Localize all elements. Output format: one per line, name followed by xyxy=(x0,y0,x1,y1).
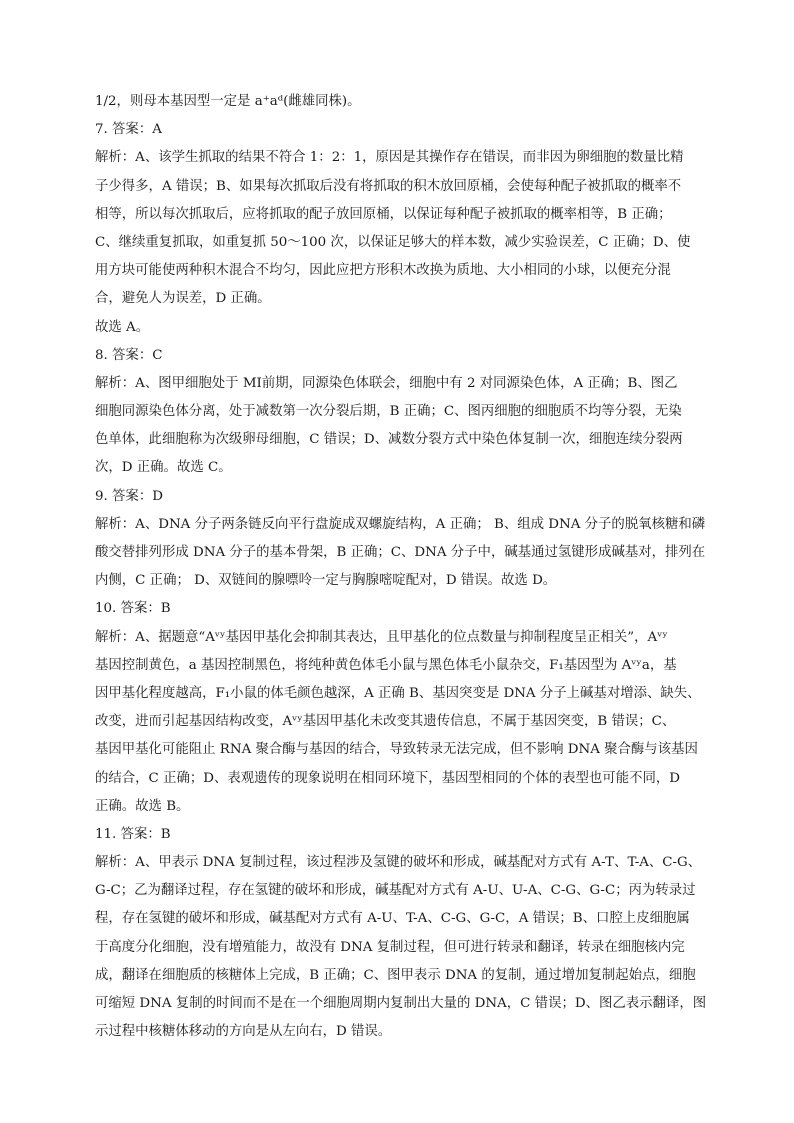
text-line: 细胞同源染色体分离，处于减数第一次分裂后期，B 正确；C、图丙细胞的细胞质不均等分裂，无染 xyxy=(95,404,682,420)
text-line: 程，存在氢键的破坏和形成，碱基配对方式有 A-U、T-A、C-G、G-C，A 错误；B、口腔上皮细胞属 xyxy=(95,911,690,927)
text-line: 解析：A、图甲细胞处于 MⅠ前期，同源染色体联会，细胞中有 2 对同源染色体，A 正确；B、图乙 xyxy=(95,375,678,391)
text-line: 色单体，此细胞称为次级卵母细胞，C 错误；D、减数分裂方式中染色体复制一次，细胞连续分裂两 xyxy=(95,432,683,448)
text-line: 用方块可能使两种积木混合不均匀，因此应把方形积木改换为质地、大小相同的小球，以便充分混 xyxy=(95,263,671,279)
text-line: 改变，进而引起基因结构改变，Aᵛʸ基因甲基化未改变其遗传信息，不属于基因突变，B 错误；C、 xyxy=(95,714,676,730)
text-line: G-C；乙为翻译过程，存在氢键的破坏和形成，碱基配对方式有 A-U、U-A、C-G、G-C；丙为转录过 xyxy=(95,883,696,899)
text-line: 10. 答案：B xyxy=(95,601,171,617)
text-line: 基因控制黄色，a 基因控制黑色，将纯种黄色体毛小鼠与黑色体毛小鼠杂交，F₁基因型为 Aᵛʸa，基 xyxy=(95,657,677,673)
text-line: 内侧，C 正确； D、双链间的腺嘌呤一定与胸腺嘧啶配对，D 错误。故选 D。 xyxy=(95,573,557,589)
text-line: 相等，所以每次抓取后，应将抓取的配子放回原桶，以保证每种配子被抓取的概率相等，B 正确； xyxy=(95,206,672,222)
text-line: 正确。故选 B。 xyxy=(95,798,190,814)
text-line: 于高度分化细胞，没有增殖能力，故没有 DNA 复制过程，但可进行转录和翻译，转录在细胞核内完 xyxy=(95,939,685,955)
text-line: 的结合，C 正确；D、表观遗传的现象说明在相同环境下，基因型相同的个体的表型也可能不同，D xyxy=(95,770,680,786)
text-line: 可缩短 DNA 复制的时间而不是在一个细胞周期内复制出大量的 DNA，C 错误；D、图乙表示翻译，图 xyxy=(95,996,707,1011)
text-line: 故选 A。 xyxy=(95,319,150,335)
text-line: 示过程中核糖体移动的方向是从左向右，D 错误。 xyxy=(95,1024,392,1040)
text-line: 解析：A、DNA 分子两条链反向平行盘旋成双螺旋结构，A 正确； B、组成 DNA 分子的脱氧核糖和磷 xyxy=(95,516,706,532)
text-line: 次，D 正确。故选 C。 xyxy=(95,460,232,476)
text-line: 酸交替排列形成 DNA 分子的基本骨架，B 正确；C、DNA 分子中，碱基通过氢键形成碱基对，排列在 xyxy=(95,545,706,560)
text-line: 合，避免人为误差，D 正确。 xyxy=(95,291,271,307)
text-line: 子少得多，A 错误；B、如果每次抓取后没有将抓取的积木放回原桶，会使每种配子被抓取的概率不 xyxy=(95,178,682,194)
text-line: 解析：A、甲表示 DNA 复制过程，该过程涉及氢键的破坏和形成，碱基配对方式有 A-T、T-A、C-G、 xyxy=(95,855,702,871)
text-line: 9. 答案：D xyxy=(95,488,163,504)
text-line: C、继续重复抓取，如重复抓 50～100 次，以保证足够大的样本数，减少实验误差，C 正确；D、使 xyxy=(95,234,691,250)
text-line: 解析：A、据题意“Aᵛʸ基因甲基化会抑制其表达，且甲基化的位点数量与抑制程度呈正相关”，Aᵛʸ xyxy=(95,629,668,645)
text-line: 7. 答案：A xyxy=(95,122,162,138)
text-line: 8. 答案：C xyxy=(95,347,163,363)
text-line: 11. 答案：B xyxy=(95,826,171,842)
text-line: 1/2，则母本基因型一定是 a⁺aᵈ(雌雄同株)。 xyxy=(95,94,361,109)
text-line: 基因甲基化可能阻止 RNA 聚合酶与基因的结合，导致转录无法完成，但不影响 DNA 聚合酶与该基因 xyxy=(95,742,698,758)
text-line: 解析：A、该学生抓取的结果不符合 1：2：1，原因是其操作存在错误，而非因为卵细胞的数量比精 xyxy=(95,150,684,166)
document-body xyxy=(95,88,707,1046)
text-line: 因甲基化程度越高，F₁小鼠的体毛颜色越深，A 正确 B、基因突变是 DNA 分子上碱基对增添、缺失、 xyxy=(95,685,701,701)
text-line: 成，翻译在细胞质的核糖体上完成，B 正确；C、图甲表示 DNA 的复制，通过增加复制起始点，细胞 xyxy=(95,967,696,983)
